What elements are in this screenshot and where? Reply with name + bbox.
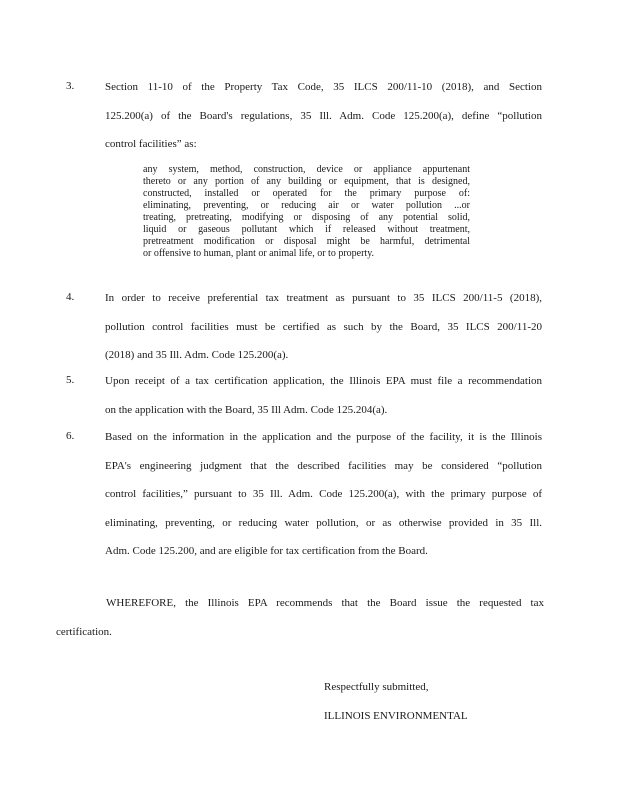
wherefore-line: WHEREFORE, the Illinois EPA recommends that the Board issue the requested tax — [106, 597, 544, 609]
paragraph-line: control facilities” as: — [105, 138, 197, 150]
quote-line: liquid or gaseous pollutant which if released without treatment, — [143, 224, 470, 235]
paragraph-line: Based on the information in the application and the purpose of the facility, it is the Illinois — [105, 431, 542, 443]
quote-line: eliminating, preventing, or reducing air or water pollution ...or — [143, 200, 470, 211]
paragraph-line: on the application with the Board, 35 Ill Adm. Code 125.204(a). — [105, 404, 388, 416]
quote-line: or offensive to human, plant or animal life, or to property. — [143, 248, 375, 259]
quote-line: pretreatment modification or disposal might be harmful, detrimental — [143, 236, 470, 247]
paragraph-line: Adm. Code 125.200, and are eligible for tax certification from the Board. — [105, 545, 428, 557]
wherefore-line: certification. — [56, 626, 112, 638]
paragraph-number: 5. — [66, 374, 75, 386]
paragraph-line: control facilities,” pursuant to 35 Ill. Adm. Code 125.200(a), with the primary purpose of — [105, 488, 542, 500]
paragraph-number: 4. — [66, 291, 75, 303]
paragraph-line: EPA's engineering judgment that the described facilities may be considered “pollution — [105, 460, 542, 472]
quote-line: any system, method, construction, device or appliance appurtenant — [143, 164, 470, 175]
paragraph-line: pollution control facilities must be certified as such by the Board, 35 ILCS 200/11-20 — [105, 321, 542, 333]
paragraph-line: Upon receipt of a tax certification application, the Illinois EPA must file a recommendation — [105, 375, 542, 387]
signature-closing: Respectfully submitted, — [324, 681, 429, 693]
paragraph-number: 6. — [66, 430, 75, 442]
paragraph-line: (2018) and 35 Ill. Adm. Code 125.200(a). — [105, 349, 289, 361]
signature-agency: ILLINOIS ENVIRONMENTAL — [324, 710, 468, 722]
paragraph-line: eliminating, preventing, or reducing water pollution, or as otherwise provided in 35 Ill. — [105, 517, 542, 529]
paragraph-number: 3. — [66, 80, 75, 92]
paragraph-line: Section 11-10 of the Property Tax Code, 35 ILCS 200/11-10 (2018), and Section — [105, 81, 542, 93]
quote-line: thereto or any portion of any building or equipment, that is designed, — [143, 176, 470, 187]
paragraph-line: 125.200(a) of the Board's regulations, 35 Ill. Adm. Code 125.200(a), define “pollution — [105, 110, 542, 122]
quote-line: treating, pretreating, modifying or disposing of any potential solid, — [143, 212, 470, 223]
quote-line: constructed, installed or operated for the primary purpose of: — [143, 188, 470, 199]
paragraph-line: In order to receive preferential tax treatment as pursuant to 35 ILCS 200/11-5 (2018), — [105, 292, 542, 304]
